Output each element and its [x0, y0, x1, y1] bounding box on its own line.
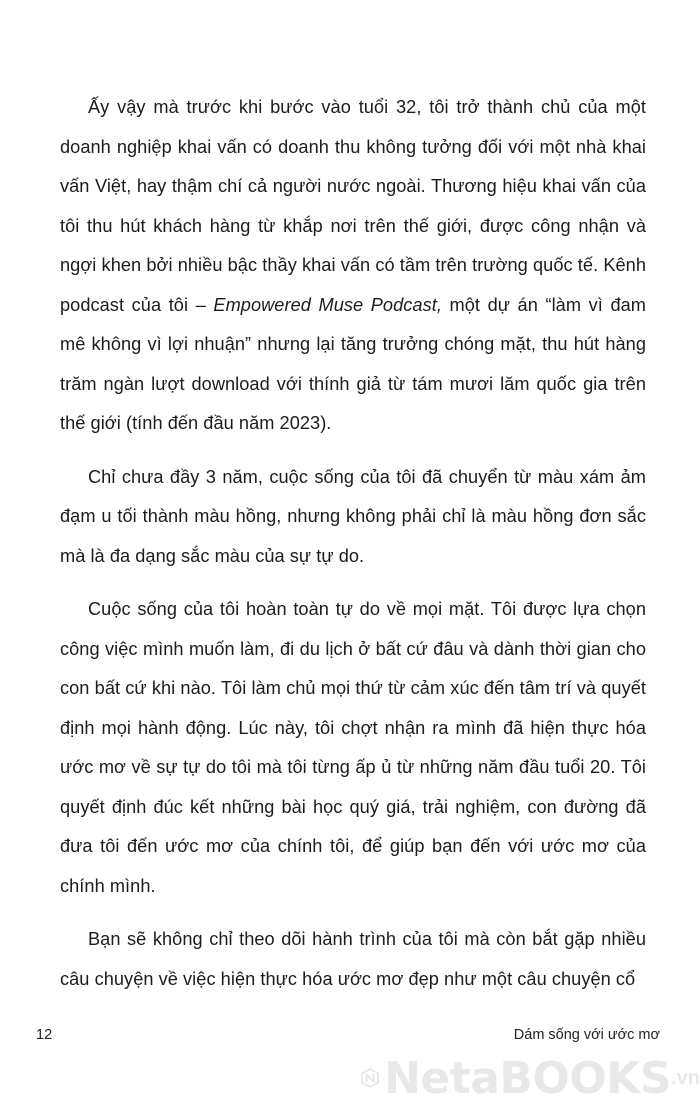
- paragraph-1-text-end: một dự án “làm vì đam mê không vì lợi nhuận” nhưng lại tăng trưởng chóng mặt, thu hút hàng trăm ngàn lượt download với thính giả từ tám mươi lăm quốc gia trên thế giới (tính đến đầu năm 2023).: [60, 294, 646, 433]
- watermark-text: NetaBOOKS: [384, 1052, 672, 1104]
- running-footer-title: Dám sống với ước mơ: [513, 1027, 660, 1043]
- paragraph-3: Cuộc sống của tôi hoàn toàn tự do về mọi mặt. Tôi được lựa chọn công việc mình muốn làm, đi du lịch ở bất cứ đâu và dành thời gian cho con bất cứ khi nào. Tôi làm chủ mọi thứ từ cảm xúc đến tâm trí và quyết định mọi hành động. Lúc này, tôi chợt nhận ra mình đã hiện thực hóa ước mơ về sự tự do tôi mà tôi từng ấp ủ từ những năm đầu tuổi 20. Tôi quyết định đúc kết những bài học quý giá, trải nghiệm, con đường đã đưa tôi đến ước mơ của chính tôi, để giúp bạn đến với ước mơ của chính mình.: [60, 599, 646, 896]
- watermark: [360, 1042, 700, 1114]
- netabooks-logo-icon: [360, 1049, 380, 1107]
- paragraph-2: Chỉ chưa đầy 3 năm, cuộc sống của tôi đã chuyển từ màu xám ảm đạm u tối thành màu hồng, nhưng không phải chỉ là màu hồng đơn sắc mà là đa dạng sắc màu của sự tự do.: [60, 466, 646, 566]
- podcast-name: Empowered Muse Podcast,: [213, 294, 442, 315]
- watermark-suffix: .vn: [671, 1066, 700, 1089]
- paragraph-1-text: Ấy vậy mà trước khi bước vào tuổi 32, tôi trở thành chủ của một doanh nghiệp khai vấn có doanh thu không tưởng đối với một nhà khai vấn Việt, hay thậm chí cả người nước ngoài. Thương hiệu khai vấn của tôi thu hút khách hàng từ khắp nơi trên thế giới, được công nhận và ngợi khen bởi nhiều bậc thầy khai vấn có tầm trên trường quốc tế. Kênh podcast của tôi –: [60, 97, 646, 315]
- paragraph-1: [60, 88, 646, 444]
- paragraph-4: Bạn sẽ không chỉ theo dõi hành trình của tôi mà còn bắt gặp nhiều câu chuyện về việc hiện thực hóa ước mơ đẹp như một câu chuyện cổ: [60, 929, 646, 989]
- page-number: 12: [36, 1027, 53, 1043]
- body-text: [60, 88, 646, 1013]
